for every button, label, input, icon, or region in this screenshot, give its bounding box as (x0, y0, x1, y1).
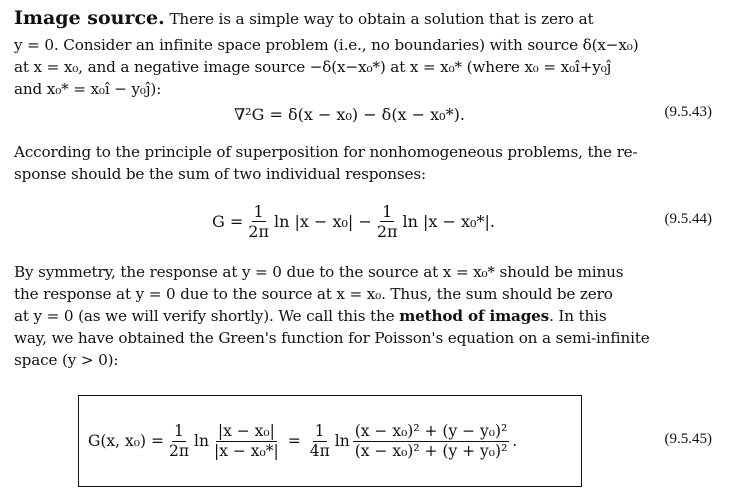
eq45-fraction-3-denominator: 4π (309, 441, 330, 460)
equation-number-45: (9.5.45) (664, 431, 712, 447)
equation-9-5-45 (88, 419, 517, 463)
equation-number-43: (9.5.43) (664, 104, 712, 120)
paragraph-3-line-3-start: at y = 0 (as we will verify shortly). We call this the (14, 307, 395, 325)
eq45-ln-1: ln (194, 432, 209, 450)
eq45-fraction-2-denominator: |x − x₀*| (213, 441, 279, 460)
eq45-period: . (512, 432, 518, 450)
equation-number-44: (9.5.44) (664, 211, 712, 227)
paragraph-1-text: There is a simple way to obtain a solution that is zero at (169, 10, 594, 28)
eq45-lhs: G(x, x₀) = (88, 432, 164, 450)
eq45-fraction-4-denominator: (x − x₀)² + (y + y₀)² (354, 441, 508, 460)
eq44-fraction-1-denominator: 2π (248, 221, 269, 241)
paragraph-3-line-1: By symmetry, the response at y = 0 due to the source at x = x₀* should be minus (14, 263, 624, 281)
equation-9-5-43: ∇²G = δ(x − x₀) − δ(x − x₀*). (234, 104, 465, 124)
paragraph-3-line-2: the response at y = 0 due to the source at x = x₀. Thus, the sum should be zero (14, 285, 613, 303)
eq45-fraction-1-numerator: 1 (174, 421, 184, 440)
paragraph-1-line-3: at x = x₀, and a negative image source −δ(x−x₀*) at x = x₀* (where x₀ = x₀î+y₀ĵ (14, 58, 612, 76)
eq45-equals: = (287, 432, 301, 450)
method-of-images-term: method of images (399, 307, 550, 325)
eq44-fraction-2-numerator: 1 (382, 201, 393, 221)
eq45-fraction-2 (212, 423, 281, 460)
paragraph-1-line-1 (14, 8, 593, 29)
paragraph-2-line-2: sponse should be the sum of two individual responses: (14, 165, 426, 183)
paragraph-1-line-4: and x₀* = x₀î − y₀ĵ): (14, 80, 162, 98)
eq45-fraction-3 (308, 423, 332, 460)
eq45-fraction-4 (353, 423, 510, 460)
eq45-fraction-1 (167, 423, 191, 460)
eq45-fraction-1-denominator: 2π (168, 441, 190, 460)
paragraph-1-line-2: y = 0. Consider an infinite space problem (i.e., no boundaries) with source δ(x−x₀) (14, 36, 639, 54)
eq44-fraction-1 (246, 203, 271, 240)
eq44-term-2: ln |x − x₀*|. (402, 211, 495, 231)
equation-9-5-44 (212, 200, 495, 242)
eq45-fraction-3-numerator: 1 (314, 421, 325, 440)
paragraph-3-line-5: space (y > 0): (14, 351, 119, 369)
eq44-fraction-2-denominator: 2π (376, 221, 398, 241)
section-heading: Image source. (14, 7, 165, 29)
paragraph-3-line-3-end: . In this (549, 307, 607, 325)
eq44-fraction-2 (375, 203, 400, 240)
eq44-term-1: ln |x − x₀| − (273, 211, 372, 231)
eq45-fraction-2-numerator: |x − x₀| (217, 421, 275, 440)
eq44-lhs: G = (212, 211, 244, 231)
paragraph-3-line-4: way, we have obtained the Green's function for Poisson's equation on a semi-infinite (14, 329, 650, 347)
eq45-fraction-4-numerator: (x − x₀)² + (y − y₀)² (354, 421, 508, 440)
eq44-fraction-1-numerator: 1 (253, 201, 264, 221)
paragraph-2-line-1: According to the principle of superposition for nonhomogeneous problems, the re- (14, 143, 638, 161)
eq45-ln-2: ln (334, 432, 350, 450)
paragraph-3-line-3 (14, 306, 607, 326)
